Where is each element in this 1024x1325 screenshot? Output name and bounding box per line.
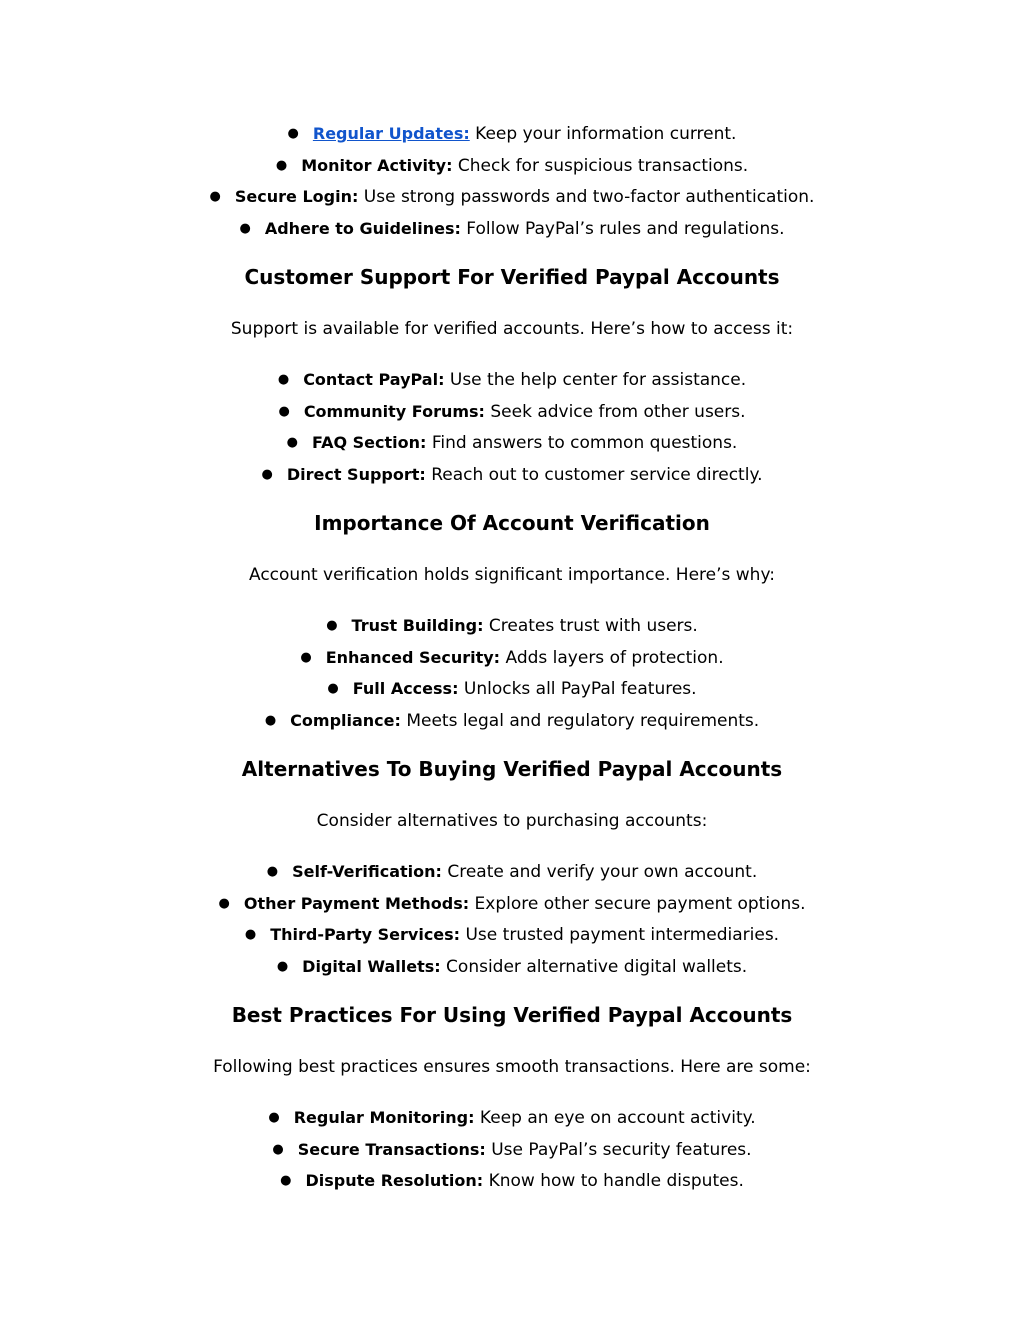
bullet-icon: ● [287, 126, 299, 141]
list-item-text: Explore other secure payment options. [474, 893, 806, 914]
list-item-term: FAQ Section: [311, 433, 427, 453]
list-item-text: Adds layers of protection. [505, 647, 724, 668]
list-item [0, 365, 1024, 397]
bullet-icon: ● [278, 403, 290, 419]
bullet-icon: ● [244, 927, 257, 943]
list-item-term: Secure Login: [234, 187, 359, 207]
list-item-text: Creates trust with users. [488, 616, 698, 636]
section-heading: Importance Of Account Verification [314, 511, 710, 535]
list-item-term: Full Access: [352, 679, 459, 699]
list-item-term: Contact PayPal: [303, 370, 445, 389]
list-item-text: Find answers to common questions. [431, 433, 738, 454]
list-item-text: Create and verify your own account. [447, 862, 758, 882]
list-item [0, 1103, 1024, 1135]
list-item-text: Keep an eye on account activity. [479, 1108, 756, 1128]
list-item-term: Third-Party Services: [270, 925, 461, 945]
section-intro: Support is available for verified accounts. Here’s how to access it: [230, 319, 794, 339]
list-item-term: Digital Wallets: [302, 956, 441, 976]
list-item [0, 674, 1024, 706]
bullet-icon: ● [276, 958, 289, 974]
list-item-text: Check for suspicious transactions. [457, 155, 749, 176]
regular-updates-link[interactable]: Regular Updates: [312, 124, 470, 143]
list-item [0, 920, 1024, 952]
list-item-text: Know how to handle disputes. [488, 1171, 744, 1192]
list-item-text: Use strong passwords and two-factor authentication. [363, 187, 815, 208]
list-item [0, 214, 1024, 246]
list-item-term: Direct Support: [286, 464, 426, 484]
list-item [0, 428, 1024, 460]
bullet-icon: ● [326, 618, 338, 633]
list-item [0, 1135, 1024, 1167]
list-item [0, 643, 1024, 675]
section-list [0, 365, 1024, 491]
list-item-term: Dispute Resolution: [305, 1171, 484, 1191]
list-item-text: Use the help center for assistance. [449, 370, 747, 390]
list-item [0, 460, 1024, 492]
list-item [0, 611, 1024, 643]
section-heading: Alternatives To Buying Verified Paypal Accounts [241, 757, 783, 781]
bullet-icon: ● [266, 864, 279, 879]
list-item-term: Regular Monitoring: [293, 1108, 475, 1127]
list-item [0, 151, 1024, 183]
list-item [0, 397, 1024, 429]
bullet-icon: ● [261, 466, 273, 482]
list-item-term: Other Payment Methods: [243, 893, 470, 913]
list-item-text: Use trusted payment intermediaries. [465, 925, 780, 946]
list-item-text: Consider alternative digital wallets. [446, 956, 748, 977]
list-item [0, 119, 1024, 151]
bullet-icon: ● [300, 649, 312, 665]
list-item-text: Follow PayPal’s rules and regulations. [466, 218, 785, 239]
bullet-icon: ● [280, 1173, 292, 1189]
bullet-icon: ● [218, 895, 230, 911]
list-item-text: Reach out to customer service directly. [431, 464, 763, 485]
section-intro: Consider alternatives to purchasing accounts: [316, 811, 708, 831]
section-heading: Customer Support For Verified Paypal Accounts [244, 265, 780, 289]
list-item-term: Monitor Activity: [301, 155, 453, 175]
bullet-icon: ● [264, 712, 277, 728]
section-heading: Best Practices For Using Verified Paypal Accounts [231, 1003, 793, 1027]
list-item-term: Secure Transactions: [297, 1139, 486, 1159]
list-item-term: Community Forums: [303, 401, 485, 421]
list-item [0, 889, 1024, 921]
list-item-text: Use PayPal’s security features. [491, 1139, 752, 1160]
bullet-icon: ● [275, 157, 288, 173]
list-item-term: Trust Building: [351, 616, 484, 635]
section-list [0, 611, 1024, 737]
bullet-icon: ● [327, 681, 339, 697]
bullet-icon: ● [277, 372, 290, 387]
list-item [0, 1166, 1024, 1198]
section-list [0, 1103, 1024, 1198]
section-intro: Following best practices ensures smooth transactions. Here are some: [213, 1057, 811, 1077]
section-list [0, 857, 1024, 983]
bullet-icon: ● [268, 1110, 280, 1125]
list-item-text: Unlocks all PayPal features. [463, 679, 697, 700]
bullet-icon: ● [286, 435, 298, 451]
bullet-icon: ● [209, 189, 221, 205]
list-item [0, 182, 1024, 214]
list-item [0, 857, 1024, 889]
list-item-term: Compliance: [290, 710, 401, 730]
section-intro: Account verification holds significant importance. Here’s why: [249, 565, 775, 585]
list-item-term: Enhanced Security: [325, 647, 501, 667]
list-item-term: Self-Verification: [292, 862, 442, 881]
bullet-icon: ● [239, 220, 251, 236]
list-item-text: Meets legal and regulatory requirements. [406, 710, 760, 731]
list-item [0, 706, 1024, 738]
list-item [0, 952, 1024, 984]
list-item-text: Keep your information current. [475, 124, 737, 144]
top-list [0, 119, 1024, 245]
bullet-icon: ● [272, 1141, 284, 1157]
list-item-term: Adhere to Guidelines: [264, 218, 461, 238]
list-item-text: Seek advice from other users. [490, 401, 746, 422]
